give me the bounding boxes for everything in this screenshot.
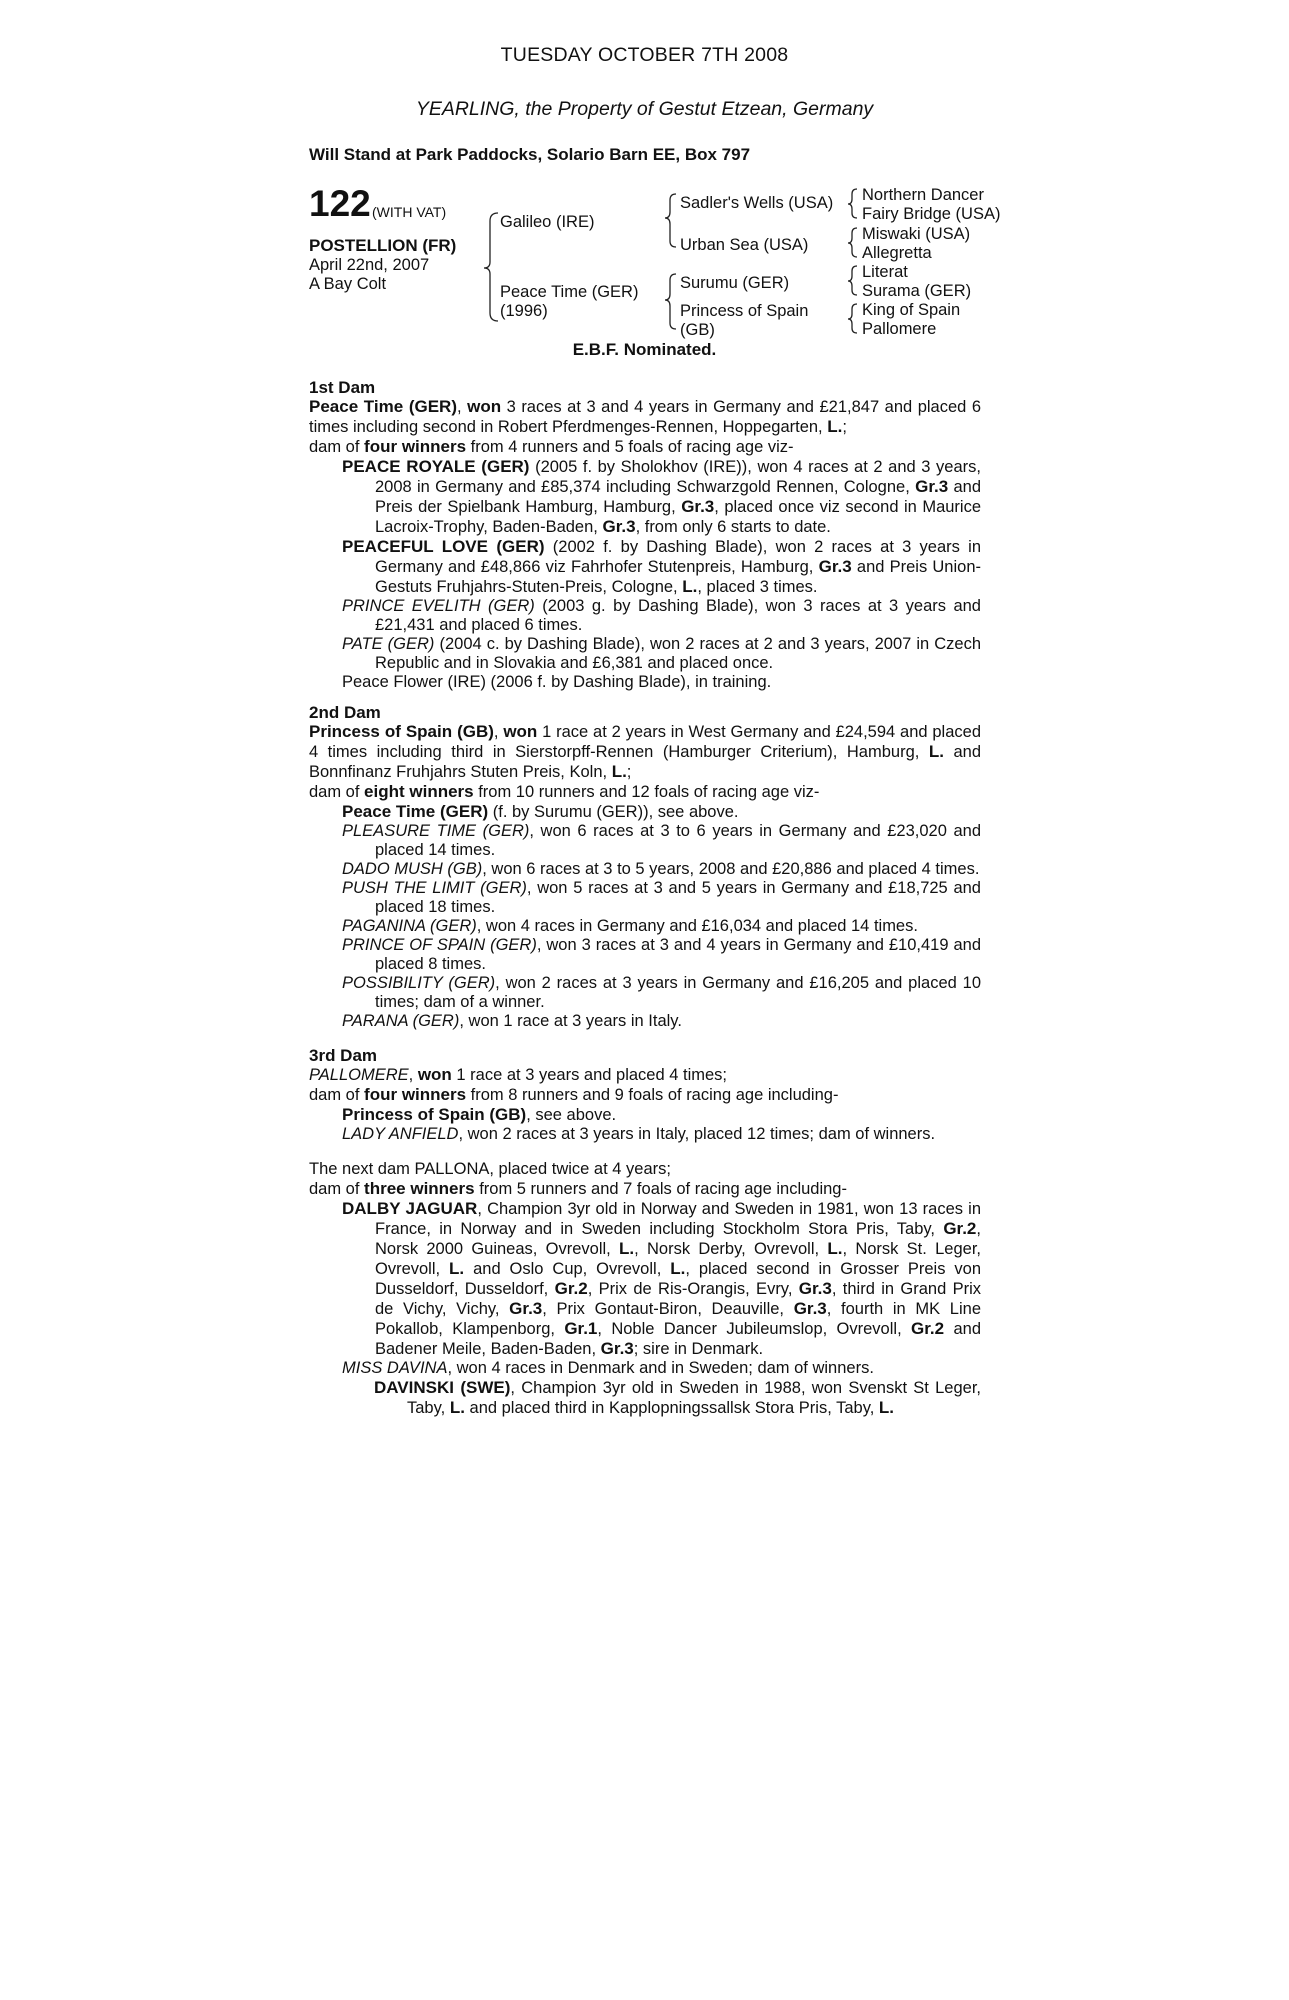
horse-description: A Bay Colt <box>309 275 387 293</box>
horse-name: POSTELLION (FR) <box>309 236 457 255</box>
pedigree-gg-7: King of Spain <box>862 301 961 319</box>
next-dam-intro: The next dam PALLONA, placed twice at 4 years; <box>309 1160 671 1178</box>
sale-date: TUESDAY OCTOBER 7TH 2008 <box>500 44 789 66</box>
pedigree-dam-sire: Surumu (GER) <box>680 274 790 292</box>
next-dam-produce-summary: dam of three winners from 5 runners and 7 foals of racing age including- <box>309 1179 847 1198</box>
produce-entry: Peace Flower (IRE) (2006 f. by Dashing Blade), in training. <box>342 673 772 691</box>
produce-entry: DADO MUSH (GB), won 6 races at 3 to 5 years, 2008 and £20,886 and placed 4 times. <box>342 860 980 878</box>
pedigree-sire-sire: Sadler's Wells (USA) <box>680 194 834 212</box>
pedigree-gg-8: Pallomere <box>862 320 937 338</box>
produce-entry: PUSH THE LIMIT (GER), won 5 races at 3 and 5 years in Germany and £18,725 and placed 18 times. <box>342 879 981 916</box>
second-dam-section <box>309 703 981 1031</box>
pedigree-gg-4: Allegretta <box>862 244 932 262</box>
produce-entry: PRINCE EVELITH (GER) (2003 g. by Dashing Blade), won 3 races at 3 years and £21,431 and placed 6 times. <box>342 597 981 634</box>
third-dam-produce-summary: dam of four winners from 8 runners and 9 foals of racing age including- <box>309 1085 839 1104</box>
pedigree-sire-dam: Urban Sea (USA) <box>680 236 809 254</box>
vat-note: (WITH VAT) <box>372 204 447 220</box>
pedigree-gg-6: Surama (GER) <box>862 282 972 300</box>
pedigree-gg-3: Miswaki (USA) <box>862 225 971 243</box>
pedigree-dam-dam: Princess of Spain <box>680 302 809 320</box>
produce-entry: PLEASURE TIME (GER), won 6 races at 3 to 6 years in Germany and £23,020 and placed 14 times. <box>342 822 981 859</box>
second-dam-produce-summary: dam of eight winners from 10 runners and 12 foals of racing age viz- <box>309 782 820 801</box>
produce-entry: PAGANINA (GER), won 4 races in Germany and £16,034 and placed 14 times. <box>342 917 918 935</box>
pedigree-sire: Galileo (IRE) <box>500 213 595 231</box>
lot-number: 122 <box>309 183 371 224</box>
stabling-location: Will Stand at Park Paddocks, Solario Barn EE, Box 797 <box>309 145 751 164</box>
first-dam-produce-summary: dam of four winners from 4 runners and 5 foals of racing age viz- <box>309 437 794 456</box>
second-dam-intro: Princess of Spain (GB), won 1 race at 2 years in West Germany and £24,594 and placed 4 times including third in Sierstorpff-Rennen (Hamburger Criterium), Hamburg, L. and Bonnfinanz Fruhjahrs Stuten Preis, Koln, L.; <box>309 722 982 781</box>
produce-entry-sub: DAVINSKI (SWE), Champion 3yr old in Sweden in 1988, won Svenskt St Leger, Taby, L. and placed third in Kapplopningssallsk Stora Pris, Taby, L. <box>374 1378 981 1417</box>
third-dam-section <box>309 1046 981 1144</box>
third-dam-intro: PALLOMERE, won 1 race at 3 years and placed 4 times; <box>309 1065 727 1084</box>
foaling-date: April 22nd, 2007 <box>309 256 430 274</box>
pedigree-gg-2: Fairy Bridge (USA) <box>862 205 1001 223</box>
first-dam-intro: Peace Time (GER), won 3 races at 3 and 4 years in Germany and £21,847 and placed 6 times including second in Robert Pferdmenges-Rennen, Hoppegarten, L.; <box>309 397 981 436</box>
first-dam-heading: 1st Dam <box>309 378 376 397</box>
produce-entry: PATE (GER) (2004 c. by Dashing Blade), won 2 races at 2 and 3 years, 2007 in Czech Republic and in Slovakia and £6,381 and placed once. <box>342 635 981 672</box>
produce-entry: PEACEFUL LOVE (GER) (2002 f. by Dashing Blade), won 2 races at 3 years in Germany and £48,866 viz Fahrhofer Stutenpreis, Hamburg, Gr.3 and Preis Union-Gestuts Fruhjahrs-Stuten-Preis, Cologne, L., placed 3 times. <box>342 537 982 596</box>
produce-entry: PRINCE OF SPAIN (GER), won 3 races at 3 and 4 years in Germany and £10,419 and placed 8 times. <box>342 936 981 973</box>
produce-entry: LADY ANFIELD, won 2 races at 3 years in Italy, placed 12 times; dam of winners. <box>342 1125 936 1143</box>
pedigree-dam-dam-country: (GB) <box>680 321 715 339</box>
third-dam-heading: 3rd Dam <box>309 1046 378 1065</box>
second-dam-heading: 2nd Dam <box>309 703 381 722</box>
first-dam-section <box>309 378 981 692</box>
ebf-nomination: E.B.F. Nominated. <box>572 340 717 359</box>
produce-entry: PEACE ROYALE (GER) (2005 f. by Sholokhov (IRE)), won 4 races at 2 and 3 years, 2008 in Germany and £85,374 including Schwarzgold Rennen, Cologne, Gr.3 and Preis der Spielbank Hamburg, Hamburg, Gr.3, placed once viz second in Maurice Lacroix-Trophy, Baden-Baden, Gr.3, from only 6 starts to date. <box>342 457 982 536</box>
pedigree-gg-1: Northern Dancer <box>862 186 984 204</box>
next-dam-section <box>309 1160 981 1418</box>
pedigree-dam-year: (1996) <box>500 302 548 320</box>
produce-entry: POSSIBILITY (GER), won 2 races at 3 years in Germany and £16,205 and placed 10 times; dam of a winner. <box>342 974 981 1011</box>
produce-entry: DALBY JAGUAR, Champion 3yr old in Norway and Sweden in 1981, won 13 races in France, in Norway and in Sweden including Stockholm Stora Pris, Taby, Gr.2, Norsk 2000 Guineas, Ovrevoll, L., Norsk Derby, Ovrevoll, L., Norsk St. Leger, Ovrevoll, L. and Oslo Cup, Ovrevoll, L., placed second in Grosser Preis von Dusseldorf, Dusseldorf, Gr.2, Prix de Ris-Orangis, Evry, Gr.3, third in Grand Prix de Vichy, Vichy, Gr.3, Prix Gontaut-Biron, Deauville, Gr.3, fourth in MK Line Pokallob, Klampenborg, Gr.1, Noble Dancer Jubileumslop, Ovrevoll, Gr.2 and Badener Meile, Baden-Baden, Gr.3; sire in Denmark. <box>342 1199 982 1358</box>
pedigree-gg-5: Literat <box>862 263 908 281</box>
produce-entry: Princess of Spain (GB), see above. <box>342 1105 617 1124</box>
produce-entry: Peace Time (GER) (f. by Surumu (GER)), see above. <box>342 802 739 821</box>
produce-entry: PARANA (GER), won 1 race at 3 years in Italy. <box>342 1012 682 1030</box>
consignor-line: YEARLING, the Property of Gestut Etzean, Germany <box>415 98 874 120</box>
produce-entry: MISS DAVINA, won 4 races in Denmark and in Sweden; dam of winners. <box>342 1359 874 1377</box>
pedigree-dam: Peace Time (GER) <box>500 283 639 301</box>
